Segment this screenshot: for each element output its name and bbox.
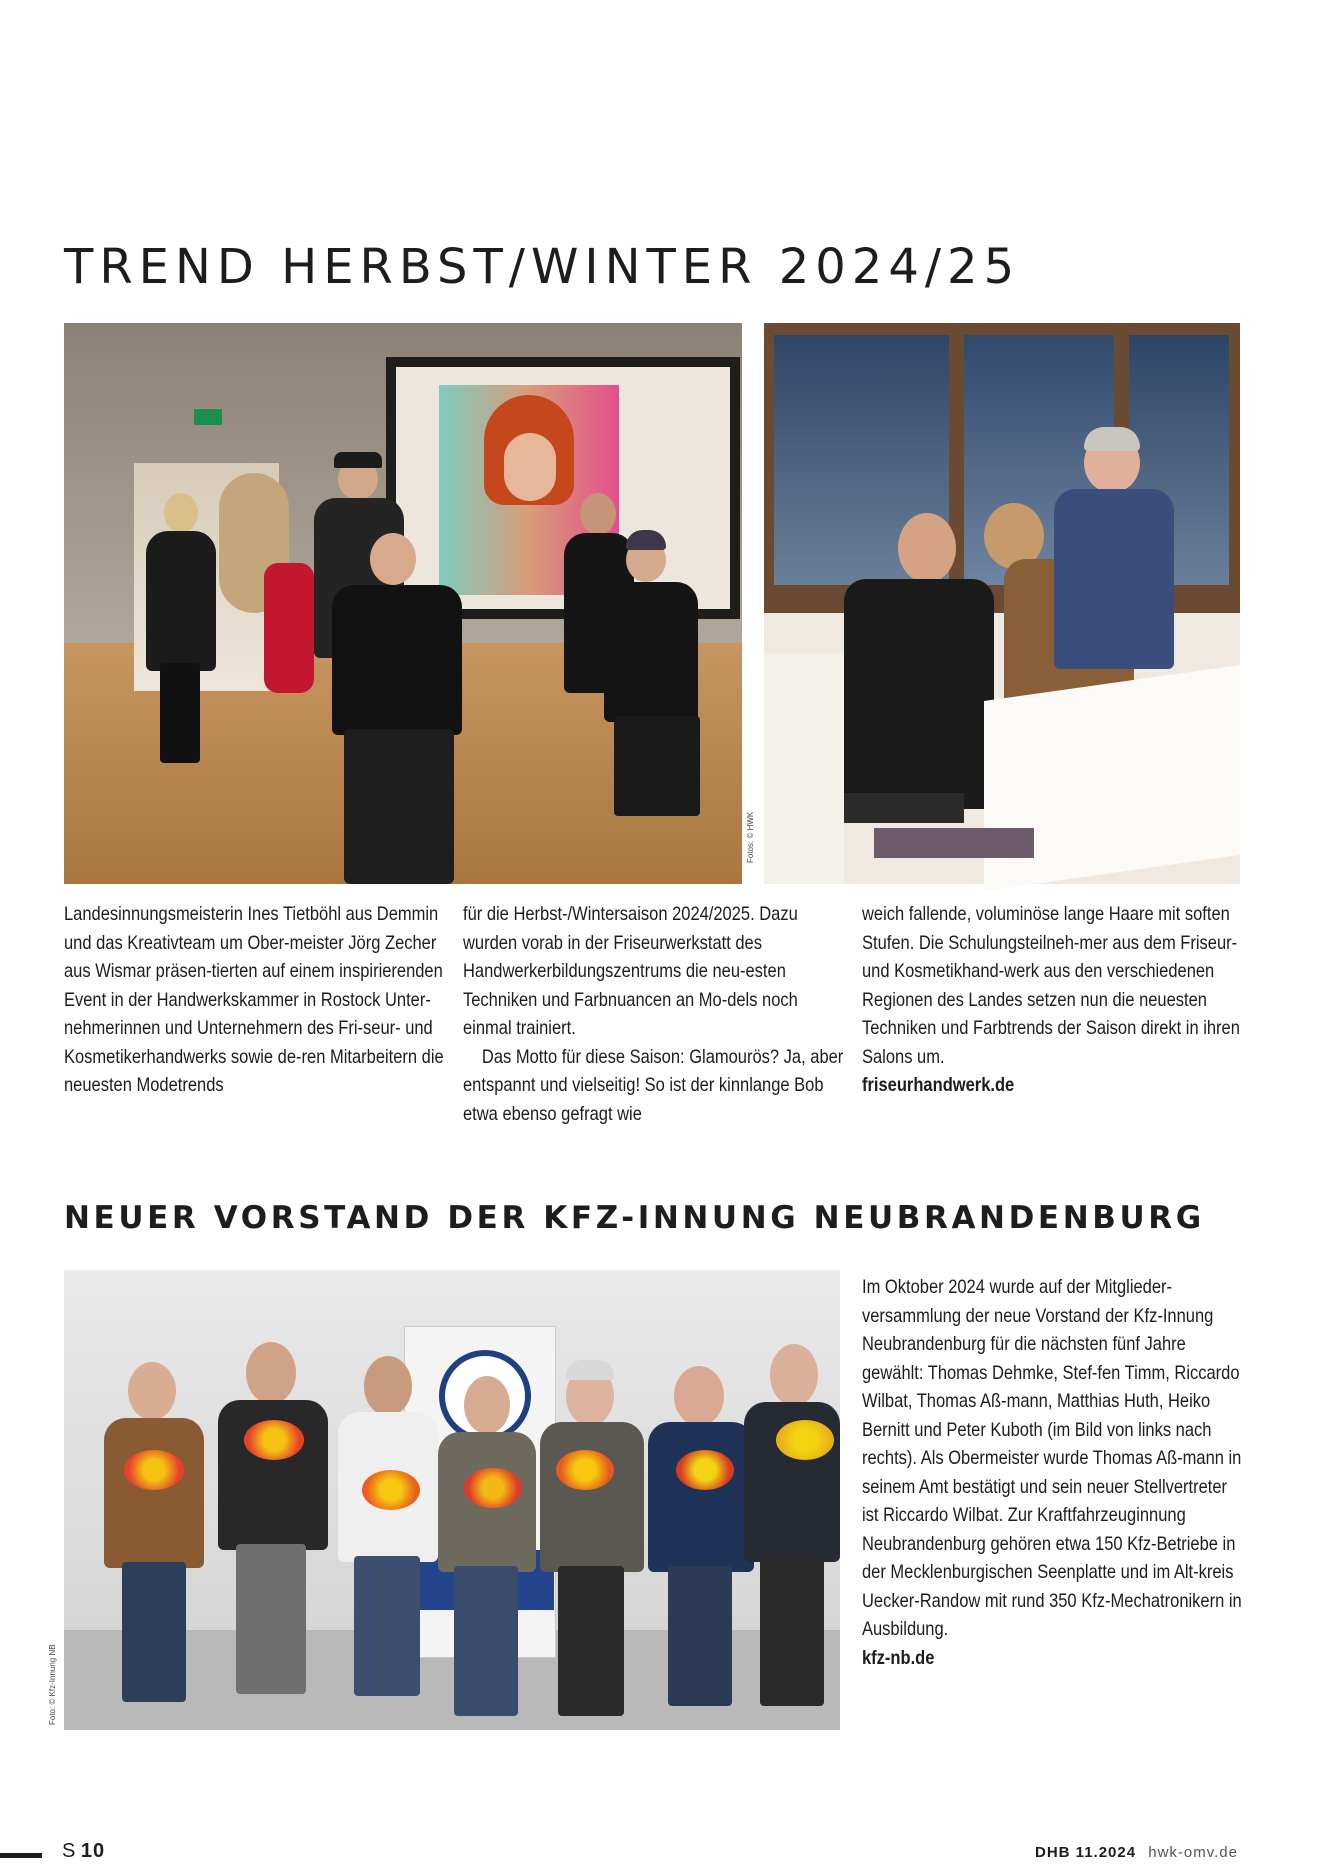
footer-rule xyxy=(0,1853,42,1858)
photo-credit: Fotos: © HWK xyxy=(746,811,755,863)
photo-credit-kfz: Foto: © Kfz-Innung NB xyxy=(48,1644,57,1725)
article1-headline: TREND HERBST/WINTER 2024/25 xyxy=(64,239,1021,295)
article1-col2-p2: Das Motto für diese Saison: Glamourös? Ja, aber entspannt und vielseitig! So ist der kinnlange Bob etwa ebenso gefragt wie xyxy=(463,1046,844,1125)
article2-link[interactable]: kfz-nb.de xyxy=(862,1647,935,1669)
article2-text-column xyxy=(862,1274,1246,1673)
board-group-photo xyxy=(64,1270,840,1730)
event-presentation-photo xyxy=(64,323,755,884)
page-number xyxy=(62,1840,105,1863)
article1-column-1 xyxy=(64,901,448,1101)
article1-link[interactable]: friseurhandwerk.de xyxy=(862,1075,1015,1096)
page-number-value: 10 xyxy=(80,1840,106,1862)
article1-column-2 xyxy=(463,901,847,1129)
page-prefix: S xyxy=(62,1840,76,1862)
article1-col3-text: weich fallende, voluminöse lange Haare mit soften Stufen. Die Schulungsteilneh-mer aus dem Friseur- und Kosmetikhand-werk aus den verschiedenen Regionen des Landes setzen nun die neuesten Techniken und Farbtrends der Saison direkt in ihren Salons um. xyxy=(862,904,1240,1068)
footer-issue-info xyxy=(1035,1844,1238,1861)
article1-col1-text: Landesinnungsmeisterin Ines Tietböhl aus Demmin und das Kreativteam um Ober-meister Jörg Zecher aus Wismar präsen-tierten auf einem inspirierenden Event in der Handwerkskammer in Rostock Unter-nehmerinnen und Unternehmern des Fri-seur- und Kosmetikerhandwerks sowie de-ren Mitarbeitern die neuesten Modetrends xyxy=(64,904,444,1096)
article1-column-3 xyxy=(862,901,1246,1101)
issue-label: DHB 11.2024 xyxy=(1035,1844,1137,1861)
article2-headline: NEUER VORSTAND DER KFZ-INNUNG NEUBRANDENBURG xyxy=(64,1200,1205,1236)
article1-col2-p1: für die Herbst-/Wintersaison 2024/2025. Dazu wurden vorab in der Friseurwerkstatt des Handwerkerbildungszentrums die neu-esten Techniken und Farbnuancen an Mo-dels noch einmal trainiert. xyxy=(463,904,798,1039)
makeup-photo xyxy=(764,323,1240,884)
footer-url[interactable]: hwk-omv.de xyxy=(1148,1844,1238,1861)
article2-text: Im Oktober 2024 wurde auf der Mitglieder-versammlung der neue Vorstand der Kfz-Innung Neubrandenburg für die nächsten fünf Jahre gewählt: Thomas Dehmke, Stef-fen Timm, Riccardo Wilbat, Thomas Aß-mann, Matthias Huth, Heiko Bernitt und Peter Kuboth (im Bild von links nach rechts). Als Obermeister wurde Thomas Aß-mann in seinem Amt bestätigt und sein neuer Stellvertreter ist Riccardo Wilbat. Zur Kraftfahrzeuginnung Neubrandenburg gehören etwa 150 Kfz-Betriebe in der Mecklenburgischen Seenplatte und im Alt-kreis Uecker-Randow mit rund 350 Kfz-Mechatronikern in Ausbildung. xyxy=(862,1277,1242,1640)
